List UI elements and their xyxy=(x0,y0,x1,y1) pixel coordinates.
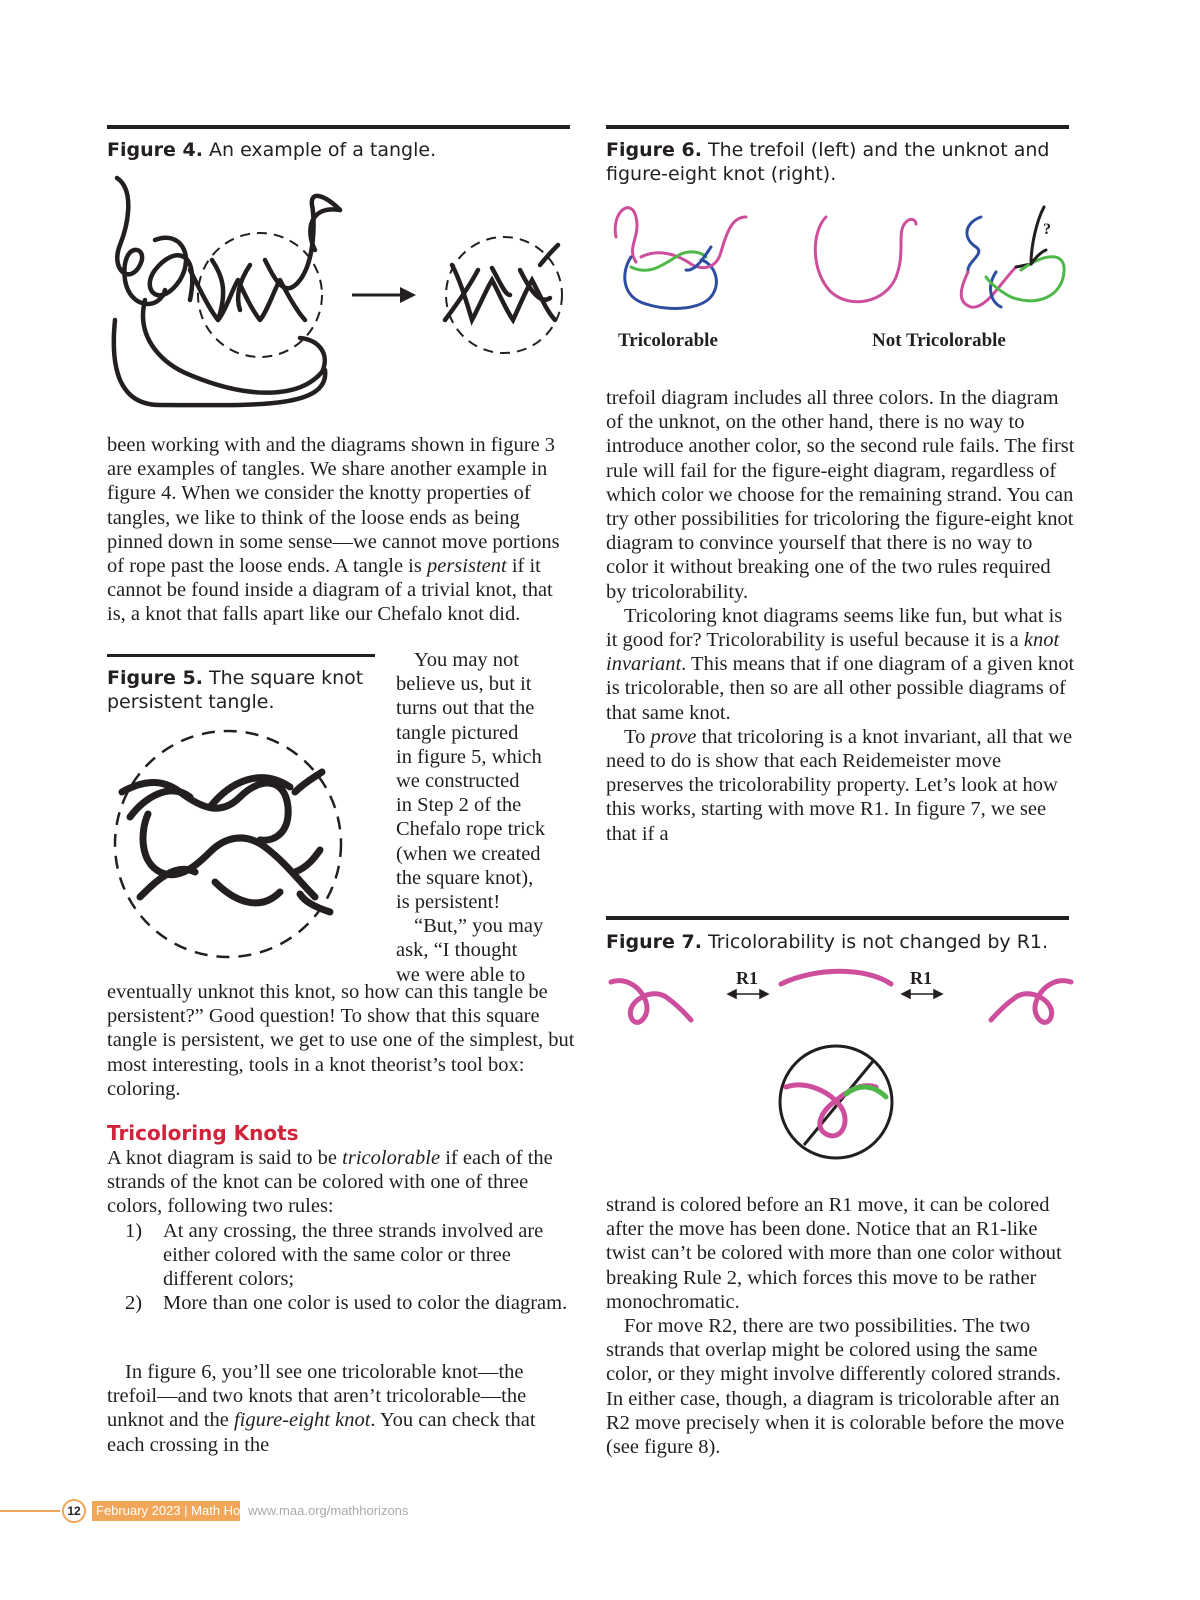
left-paragraph-1-emphasis: persistent xyxy=(426,555,507,578)
r1-move-label-right: R1 xyxy=(910,968,932,988)
rule-text: More than one color is used to color the diagram. xyxy=(163,1292,568,1315)
figure6-top-rule xyxy=(606,125,1069,129)
figure6-knots-illustration xyxy=(606,192,1076,322)
figure6-caption-text: The trefoil (left) and the unknot and figure-eight knot (right). xyxy=(606,139,1050,185)
left-paragraph-5 xyxy=(107,1360,575,1457)
footer-line xyxy=(0,1510,60,1512)
left-paragraph-1-text: been working with and the diagrams shown in figure 3 are examples of tangles. We share another example in figure 4. When we consider the knotty properties of tangles, we like to think of the loose ends as being pinned down in some sense—we cannot move portions of rope past the loose ends. A tangle is xyxy=(107,434,560,578)
wrap-line: in Step 2 of the xyxy=(396,794,522,817)
right-paragraph-4 xyxy=(606,1193,1076,1459)
wrap-line: ask, “I thought xyxy=(396,939,518,962)
right-paragraph-2-emphasis: knot invariant xyxy=(606,629,1060,676)
wrap-line: You may not xyxy=(414,649,519,671)
footer-url[interactable]: www.maa.org/mathhorizons xyxy=(248,1503,409,1518)
wrap-line: tangle pictured xyxy=(396,721,519,744)
right-paragraph-1-text: trefoil diagram includes all three colors. In the diagram of the unknot, on the other hand, there is no way to introduce another color, so the second rule fails. The first rule will fail for the figure-eight diagram, regardless of which color we choose for the remaining strand. You can try other possibilities for tricoloring the figure-eight knot diagram to convince yourself that there is no way to color it without breaking one of the two rules required by tricolorability. xyxy=(606,387,1075,603)
right-paragraph-2-text-b: . This means that if one diagram of a given knot is tricolorable, then so are all other possible diagrams of that same knot. xyxy=(606,653,1075,724)
rule-item xyxy=(107,1219,575,1292)
footer-page-number: 12 xyxy=(67,1504,81,1518)
para5-text-a: In figure 6, you’ll see one tricolorable knot—the trefoil—and two knots that aren’t tricolorable—the unknot and the xyxy=(107,1361,527,1432)
wrap-line: believe us, but it xyxy=(396,673,532,696)
right-paragraph-2-text-a: Tricoloring knot diagrams seems like fun, but what is it good for? Tricolorability is useful because it is a xyxy=(606,604,1063,652)
rule-item xyxy=(107,1291,575,1315)
left-paragraph-4 xyxy=(107,1146,575,1315)
figure7-top-rule xyxy=(606,916,1069,920)
right-paragraph-3-emphasis: prove xyxy=(650,725,697,748)
figure6-tricolorable-label: Tricolorable xyxy=(618,330,718,351)
wrap-line: Chefalo rope trick xyxy=(396,818,546,841)
para5-emphasis: figure-eight knot xyxy=(233,1409,371,1432)
figure7-caption-text: Tricolorability is not changed by R1. xyxy=(707,931,1049,953)
rule-number: 1) xyxy=(125,1219,143,1242)
para4-text-a: A knot diagram is said to be xyxy=(107,1147,343,1169)
wrap-line: is persistent! xyxy=(396,891,501,914)
right-paragraph-5-text: For move R2, there are two possibilities. The two strands that overlap might be colored using the same color, or they might involve differently colored strands. In either case, though, a diagram is tricolorable after an R2 move precisely when it is colorable before the move (see figure 8). xyxy=(606,1315,1065,1459)
wrap-line: in figure 5, which xyxy=(396,745,542,768)
rule-text: At any crossing, the three strands involved are either colored with the same color or three different colors; xyxy=(163,1219,544,1291)
figure5-caption-text: The square knot persistent tangle. xyxy=(107,667,364,713)
wrap-line: (when we created xyxy=(396,842,541,865)
r1-move-label-left: R1 xyxy=(736,968,758,988)
wrap-line: we constructed xyxy=(396,770,520,793)
left-wrap-text xyxy=(396,648,586,987)
figure4-tangle-illustration xyxy=(100,170,580,415)
left-paragraph-1-rest: if it cannot be found inside a diagram of a trivial knot, that is, a knot that falls apart like our Chefalo knot did. xyxy=(107,555,553,626)
figure7-label: Figure 7. xyxy=(606,931,702,953)
figure4-label: Figure 4. xyxy=(107,139,203,161)
wrap-line: turns out that the xyxy=(396,697,535,720)
left-paragraph-1 xyxy=(107,433,575,627)
figure5-top-rule xyxy=(107,654,375,657)
wrap-line: we were able to xyxy=(396,963,526,986)
figure5-square-knot-illustration xyxy=(100,722,360,962)
figure7-r1-move-illustration xyxy=(606,962,1076,1162)
footer-page-number-badge xyxy=(62,1499,86,1523)
para4-text-b: if each of the strands of the knot can be colored with one of three colors, following two rules: xyxy=(107,1147,553,1218)
right-paragraph-1 xyxy=(606,386,1076,846)
rule-number: 2) xyxy=(125,1292,143,1315)
section-heading-tricoloring: Tricoloring Knots xyxy=(107,1121,299,1145)
wrap-line: “But,” you may xyxy=(414,915,544,938)
left-paragraph-3-text: eventually unknot this knot, so how can this tangle be persistent?” Good question! To show that this square tangle is persistent, we get to use one of the simplest, but most interesting, tools in a knot theorist’s tool box: coloring. xyxy=(107,981,575,1100)
para4-emphasis: tricolorable xyxy=(342,1147,441,1169)
wrap-line: the square knot), xyxy=(396,866,534,889)
right-paragraph-4-text: strand is colored before an R1 move, it can be colored after the move has been done. Notice that an R1-like twist can’t be colored with more than one color without breaking Rule 2, which forces this move to be rather monochromatic. xyxy=(606,1194,1062,1313)
figure6-label: Figure 6. xyxy=(606,139,702,161)
figure6-question-mark: ? xyxy=(1043,221,1051,238)
right-paragraph-3-text-b: that tricoloring is a knot invariant, all that we need to do is show that each Reidemeister move preserves the tricolorability property. Let’s look at how this works, starting with move R1. In figure 7, we see that if a xyxy=(606,725,1073,845)
figure5-label: Figure 5. xyxy=(107,667,203,689)
figure4-caption xyxy=(107,138,570,162)
figure5-caption xyxy=(107,666,375,714)
figure4-caption-text: An example of a tangle. xyxy=(208,139,437,161)
figure7-caption xyxy=(606,930,1069,954)
figure6-caption xyxy=(606,138,1069,186)
left-paragraph-3 xyxy=(107,980,575,1101)
right-paragraph-3-text-a: To xyxy=(624,725,651,748)
footer-issue: February 2023 | Math Horizons xyxy=(96,1503,275,1518)
para5-text-b: . You can check that each crossing in the xyxy=(107,1409,536,1456)
tricolor-rules-list xyxy=(107,1219,575,1316)
figure6-not-tricolorable-label: Not Tricolorable xyxy=(872,330,1006,351)
figure4-top-rule xyxy=(107,125,570,129)
